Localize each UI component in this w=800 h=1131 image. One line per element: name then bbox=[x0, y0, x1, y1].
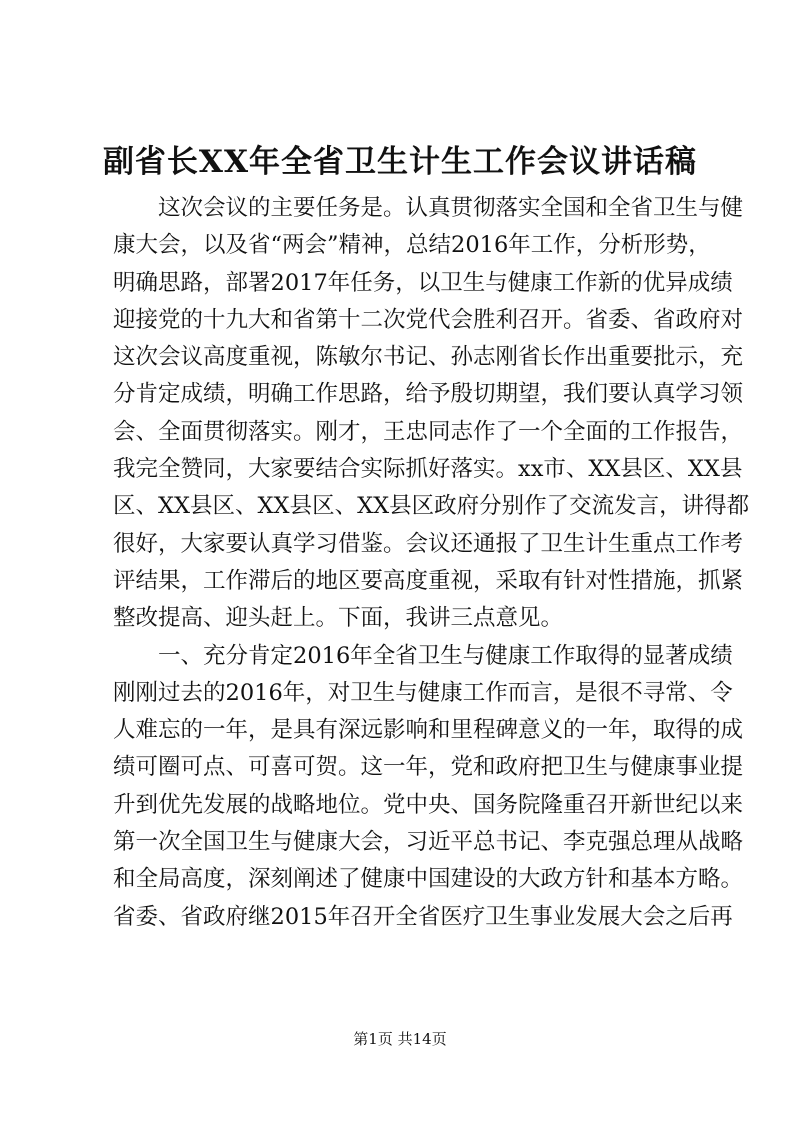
paragraph-line: 明确思路，部署2017年任务，以卫生与健康工作新的优异成绩 bbox=[113, 269, 733, 296]
paragraph-line: 迎接党的十九大和省第十二次党代会胜利召开。省委、省政府对 bbox=[113, 306, 744, 333]
paragraph-line: 分肯定成绩，明确工作思路，给予殷切期望，我们要认真学习领 bbox=[113, 381, 744, 408]
paragraph-line: 会、全面贯彻落实。刚才，王忠同志作了一个全面的工作报告， bbox=[113, 418, 744, 445]
paragraph-line: 评结果，工作滞后的地区要高度重视，采取有针对性措施，抓紧 bbox=[113, 567, 744, 594]
paragraph-line: 康大会，以及省“两会”精神，总结2016年工作，分析形势， bbox=[113, 232, 711, 259]
section-heading: 一、充分肯定2016年全省卫生与健康工作取得的显著成绩 bbox=[158, 642, 733, 669]
paragraph-line: 省委、省政府继2015年召开全省医疗卫生事业发展大会之后再 bbox=[113, 903, 733, 930]
paragraph-line: 很好，大家要认真学习借鉴。会议还通报了卫生计生重点工作考 bbox=[113, 530, 744, 557]
paragraph-line: 我完全赞同，大家要结合实际抓好落实。xx市、XX县区、XX县 bbox=[113, 456, 743, 483]
paragraph-line: 和全局高度，深刻阐述了健康中国建设的大政方针和基本方略。 bbox=[113, 866, 744, 893]
paragraph-line: 这次会议的主要任务是。认真贯彻落实全国和全省卫生与健 bbox=[158, 195, 744, 221]
paragraph-line: 区、XX县区、XX县区、XX县区政府分别作了交流发言，讲得都 bbox=[113, 493, 750, 520]
paragraph-line: 升到优先发展的战略地位。党中央、国务院隆重召开新世纪以来 bbox=[113, 791, 744, 818]
paragraph-line: 刚刚过去的2016年，对卫生与健康工作而言，是很不寻常、令 bbox=[113, 679, 733, 706]
paragraph-line: 人难忘的一年，是具有深远影响和里程碑意义的一年，取得的成 bbox=[113, 717, 744, 744]
document-body bbox=[113, 190, 750, 936]
paragraph-line: 整改提高、迎头赶上。下面，我讲三点意见。 bbox=[113, 605, 564, 632]
paragraph-line: 绩可圈可点、可喜可贺。这一年，党和政府把卫生与健康事业提 bbox=[113, 754, 744, 781]
paragraph-line: 第一次全国卫生与健康大会，习近平总书记、李克强总理从战略 bbox=[113, 829, 744, 856]
document-title: 副省长XX年全省卫生计生工作会议讲话稿 bbox=[102, 144, 698, 180]
paragraph-line: 这次会议高度重视，陈敏尔书记、孙志刚省长作出重要批示，充 bbox=[113, 344, 744, 371]
page-number-footer: 第1页 共14页 bbox=[353, 1030, 447, 1048]
